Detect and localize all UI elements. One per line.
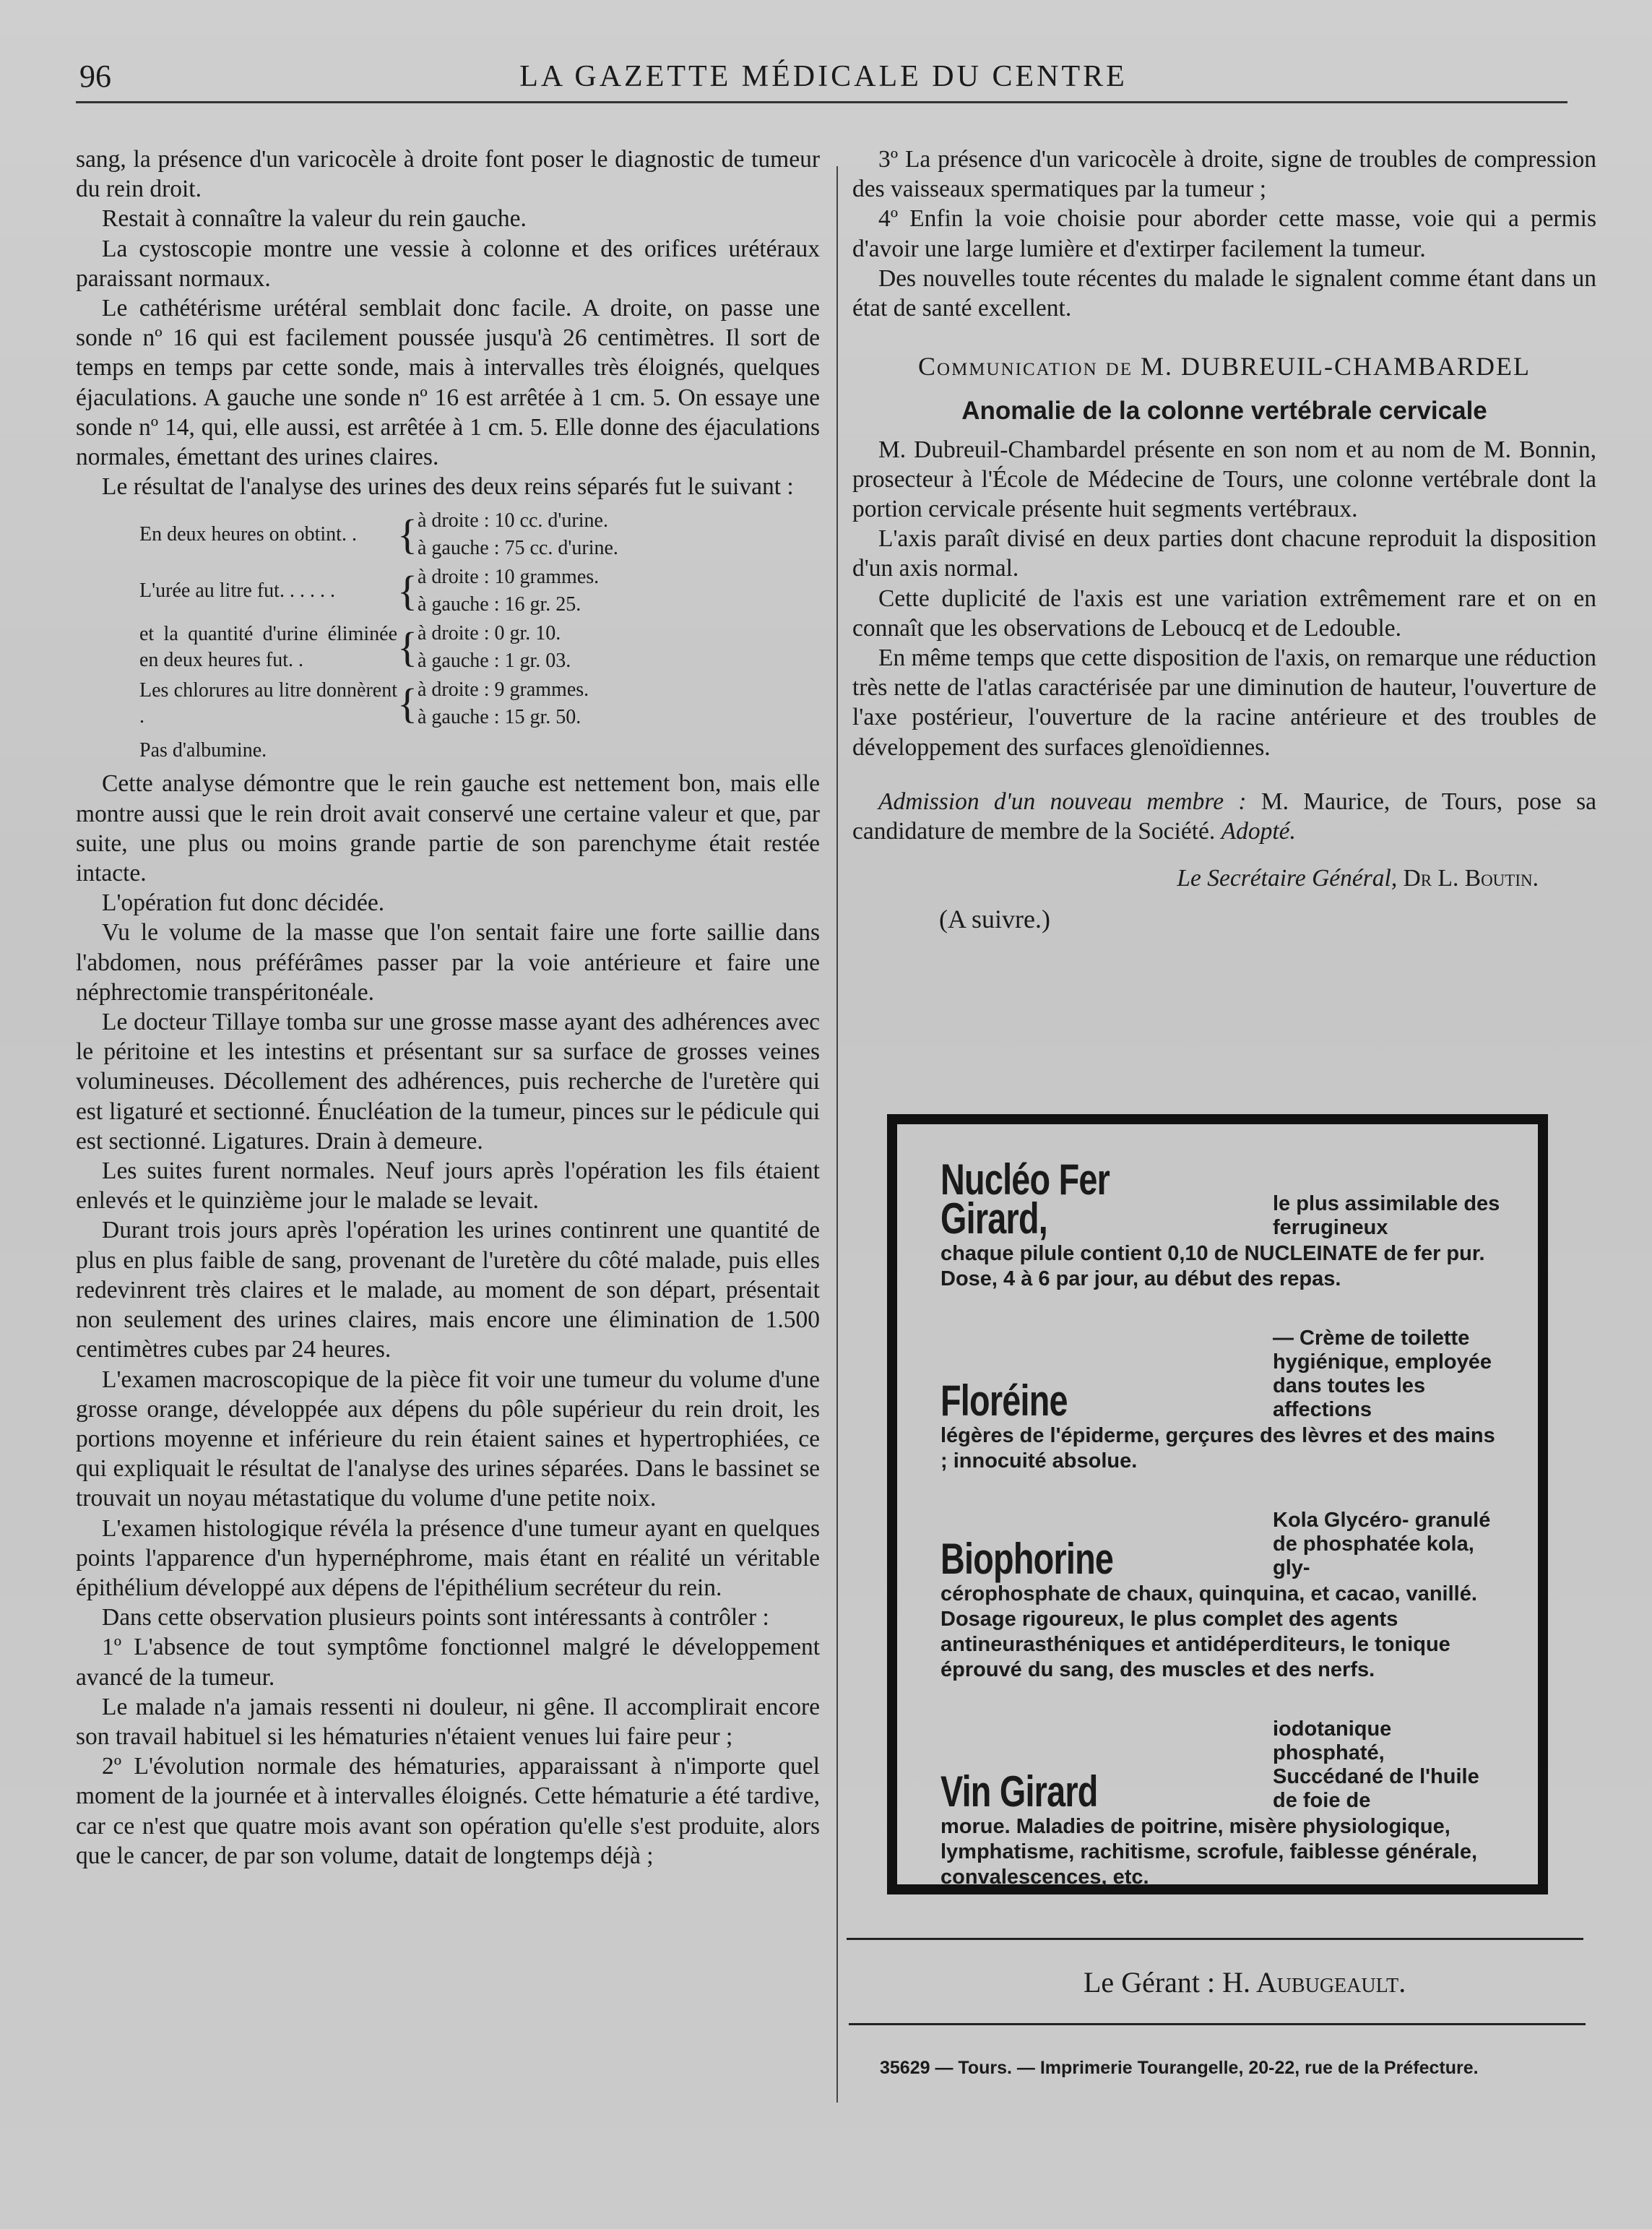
communication-subtitle: Anomalie de la colonne vertébrale cervicale <box>961 397 1487 426</box>
paragraph: Durant trois jours après l'opération les urines continrent une quantité de plus en plus faible de sang, provenant de l'uretère du côté malade, puis elles redevinrent très claires et le malade, au moment de son départ, présentait non seulement des urines claires, mais encore une élimination de 1.500 centimètres cubes par 24 heures. <box>76 1217 820 1363</box>
gerant-rule <box>847 1938 1583 1940</box>
page-number: 96 <box>79 59 111 94</box>
paragraph: Les suites furent normales. Neuf jours après l'opération les fils étaient enlevés et le quinzième jour le malade se levait. <box>76 1157 820 1215</box>
brace-glyph: { <box>397 680 418 728</box>
paragraph: Cette duplicité de l'axis est une variation extrêmement rare et on en connaît que les observations de Leboucq et de Ledouble. <box>852 585 1596 642</box>
analysis-row <box>76 507 820 562</box>
printer-rule <box>849 2023 1586 2025</box>
analysis-label: En deux heures on obtint. . <box>139 523 357 546</box>
analysis-row <box>76 620 820 675</box>
ad-body: légères de l'épiderme, gerçures des lèvres et des mains ; innocuité absolue. <box>940 1424 1495 1473</box>
analysis-value-left: à gauche : 75 cc. d'urine. <box>418 537 618 560</box>
signature-name: Dr L. Boutin. <box>1403 865 1539 892</box>
analysis-value-left: à gauche : 15 gr. 50. <box>418 706 581 729</box>
paragraph: 2º L'évolution normale des hématuries, apparaissant à n'importe quel moment de la journée et à intervalles éloignés. Cette hématurie a été tardive, car ce n'est que quatre mois avant son opération qu'elle s'est produite, alors que le cancer, de par son volume, datait de longtemps déjà ; <box>76 1753 820 1869</box>
analysis-row <box>76 564 820 618</box>
ad-body: morue. Maladies de poitrine, misère physiologique, lymphatisme, rachitisme, scrofule, faiblesse générale, convalescences, etc. <box>940 1815 1478 1889</box>
left-paragraphs-after <box>76 769 820 1871</box>
ad-product-name: Vin Girard <box>940 1767 1098 1816</box>
analysis-value-right: à droite : 9 grammes. <box>418 678 589 702</box>
analysis-value-right: à droite : 10 grammes. <box>418 566 600 589</box>
advertisement <box>940 1509 1500 1683</box>
communication-paragraphs <box>852 435 1596 762</box>
brace-glyph: { <box>397 567 418 615</box>
paragraph: M. Dubreuil-Chambardel présente en son nom et au nom de M. Bonnin, prosecteur à l'École de Médecine de Tours, une colonne vertébrale dont la portion cervicale présente huit segments vertébraux. <box>852 436 1596 523</box>
paragraph: Le cathétérisme urétéral semblait donc facile. A droite, on passe une sonde nº 16 qui est facilement poussée jusqu'à 26 centimètres. Il sort de temps en temps par cette sonde, mais à intervalles très éloignés, quelques éjaculations. A gauche une sonde nº 16 est arrêtée à 1 cm. 5. On essaye une sonde nº 14, qui, elle aussi, est arrêtée à 1 cm. 5. Elle donne des éjaculations normales, émettant des urines claires. <box>76 295 820 471</box>
ad-body: cérophosphate de chaux, quinquina, et cacao, vanillé. Dosage rigoureux, le plus complet des agents antineurasthéniques et antidéperditeurs, le tonique éprouvé du sang, des muscles et des nerfs. <box>940 1582 1477 1681</box>
urine-analysis-table <box>76 507 820 731</box>
running-title: LA GAZETTE MÉDICALE DU CENTRE <box>519 60 1128 93</box>
paragraph: Le docteur Tillaye tomba sur une grosse masse ayant des adhérences avec le péritoine et les intestins et présentant sur sa surface de grosses veines volumineuses. Décollement des adhérences, puis recherche de l'uretère qui est ligaturé et sectionné. Énucléation de la tumeur, pinces sur le pédicule qui est sectionné. Ligatures. Drain à demeure. <box>76 1009 820 1155</box>
paragraph: Vu le volume de la masse que l'on sentait faire une forte saillie dans l'abdomen, nous préférâmes passer par la voie antérieure et faire une néphrectomie transpéritonéale. <box>76 919 820 1006</box>
right-column <box>852 145 1596 935</box>
analysis-label: et la quantité d'urine éliminée en deux heures fut. . <box>139 623 397 672</box>
ad-lead: le plus assimilable des ferrugineux <box>1273 1192 1500 1239</box>
paragraph: 1º L'absence de tout symptôme fonctionnel malgré le développement avancé de la tumeur. <box>76 1634 820 1691</box>
analysis-value-right: à droite : 10 cc. d'urine. <box>418 509 608 533</box>
analysis-label: L'urée au litre fut. . . . . . <box>139 579 335 603</box>
analysis-values <box>418 676 820 731</box>
to-be-continued: (A suivre.) <box>939 905 1050 934</box>
ad-lead: iodotanique phosphaté, Succédané de l'huile de foie de <box>1273 1717 1479 1812</box>
ad-name-wrap <box>940 1155 1273 1243</box>
advertisement-box <box>887 1114 1548 1894</box>
column-separator <box>836 166 838 2103</box>
ad-name-wrap <box>940 1376 1273 1425</box>
ad-product-name: Floréine <box>940 1376 1068 1425</box>
paragraph: Le résultat de l'analyse des urines des deux reins séparés fut le suivant : <box>102 473 794 501</box>
ad-lead: Kola Glycéro- granulé de phosphatée kola, gly- <box>1273 1509 1491 1579</box>
paragraph: Restait à connaître la valeur du rein gauche. <box>102 205 527 233</box>
right-paragraphs <box>852 145 1596 323</box>
ad-name-wrap <box>940 1767 1273 1816</box>
paragraph: Dans cette observation plusieurs points sont intéressants à contrôler : <box>102 1604 769 1631</box>
gerant-label: Le Gérant : <box>1084 1966 1216 1999</box>
paragraph: L'examen histologique révéla la présence d'une tumeur ayant en quelques points l'apparence d'un hypernéphrome, mais étant en réalité un véritable épithélium développé aux dépens de l'épithélium secréteur du rein. <box>76 1514 820 1601</box>
analysis-value-right: à droite : 0 gr. 10. <box>418 622 561 645</box>
paragraph: L'axis paraît divisé en deux parties dont chacune reproduit la disposition d'un axis normal. <box>852 525 1596 582</box>
ad-head <box>940 1327 1500 1425</box>
paragraph: L'opération fut donc décidée. <box>102 889 385 917</box>
admission-label: Admission d'un nouveau membre : <box>878 788 1247 815</box>
admission-text: M. Maurice, de Tours, pose sa candidature de membre de la Société. <box>852 788 1597 845</box>
gerant-line <box>1084 1965 1406 1999</box>
analysis-values <box>418 564 820 618</box>
paragraph: En même temps que cette disposition de l'axis, on remarque une réduction très nette de l'atlas caractérisée par une diminution de hauteur, l'ouverture de l'axe postérieur, l'ouverture de la racine antérieure et des troubles de développement des surfaces glenoïdiennes. <box>852 644 1597 761</box>
ad-head <box>940 1717 1500 1816</box>
analysis-values <box>418 620 820 675</box>
signature-role: Le Secrétaire Général, <box>1177 865 1398 892</box>
paragraph: La cystoscopie montre une vessie à colonne et des orifices urétéraux paraissant normaux. <box>76 235 820 292</box>
ad-lead: — Crème de toilette hygiénique, employée dans toutes les affections <box>1273 1327 1492 1421</box>
advertisement <box>940 1327 1500 1474</box>
ad-body: chaque pilule contient 0,10 de NUCLEINATE de fer pur. Dose, 4 à 6 par jour, au début des repas. <box>940 1242 1485 1290</box>
paragraph: sang, la présence d'un varicocèle à droite font poser le diagnostic de tumeur du rein droit. <box>76 146 820 203</box>
admission-paragraph <box>852 787 1596 846</box>
ad-product-name: Biophorine <box>940 1535 1114 1583</box>
analysis-note: Pas d'albumine. <box>139 739 267 762</box>
left-column <box>76 145 820 1871</box>
printer-imprint: 35629 — Tours. — Imprimerie Tourangelle, 20-22, rue de la Préfecture. <box>880 2058 1479 2078</box>
ad-head <box>940 1509 1500 1583</box>
communication-title: Communication de M. DUBREUIL-CHAMBARDEL <box>918 352 1531 381</box>
paragraph: L'examen macroscopique de la pièce fit voir une tumeur du volume d'une grosse orange, développée aux dépens du pôle supérieur du rein droit, les portions moyenne et inférieure du rein étaient saines et hypertrophiées, ce qui expliquait le résultat de l'analyse des urines séparées. Dans le bassinet se trouvait un noyau métastatique du volume d'une petite noix. <box>76 1366 820 1512</box>
advertisement <box>940 1155 1500 1292</box>
left-paragraphs-before <box>76 145 820 501</box>
analysis-value-left: à gauche : 16 gr. 25. <box>418 593 581 616</box>
secretary-signature <box>852 863 1596 893</box>
page-header <box>79 51 1567 101</box>
brace-glyph: { <box>397 624 418 671</box>
admission-adopted: Adopté. <box>1221 818 1296 845</box>
paragraph: Cette analyse démontre que le rein gauche est nettement bon, mais elle montre aussi que le rein droit avait conservé une certaine valeur et que, par suite, une plus ou moins grande partie de son parenchyme était restée intacte. <box>76 770 820 887</box>
ad-name-wrap <box>940 1535 1273 1583</box>
analysis-row <box>76 676 820 731</box>
analysis-value-left: à gauche : 1 gr. 03. <box>418 650 571 673</box>
analysis-values <box>418 507 820 562</box>
header-rule <box>76 101 1567 103</box>
gerant-name: H. Aubugeault. <box>1222 1966 1406 1999</box>
paragraph: Des nouvelles toute récentes du malade le signalent comme étant dans un état de santé excellent. <box>852 264 1596 322</box>
brace-glyph: { <box>397 511 418 559</box>
paragraph: 3º La présence d'un varicocèle à droite, signe de troubles de compression des vaisseaux spermatiques par la tumeur ; <box>852 146 1596 203</box>
paragraph: 4º Enfin la voie choisie pour aborder cette masse, voie qui a permis d'avoir une large lumière et d'extirper facilement la tumeur. <box>852 205 1596 262</box>
ad-head <box>940 1155 1500 1243</box>
advertisement <box>940 1717 1500 1890</box>
analysis-label: Les chlorures au litre donnèrent . <box>139 679 397 728</box>
ad-product-name: Nucléo Fer Girard, <box>940 1155 1110 1243</box>
paragraph: Le malade n'a jamais ressenti ni douleur, ni gêne. Il accomplirait encore son travail habituel si les hématuries n'étaient venues lui faire peur ; <box>76 1693 820 1750</box>
